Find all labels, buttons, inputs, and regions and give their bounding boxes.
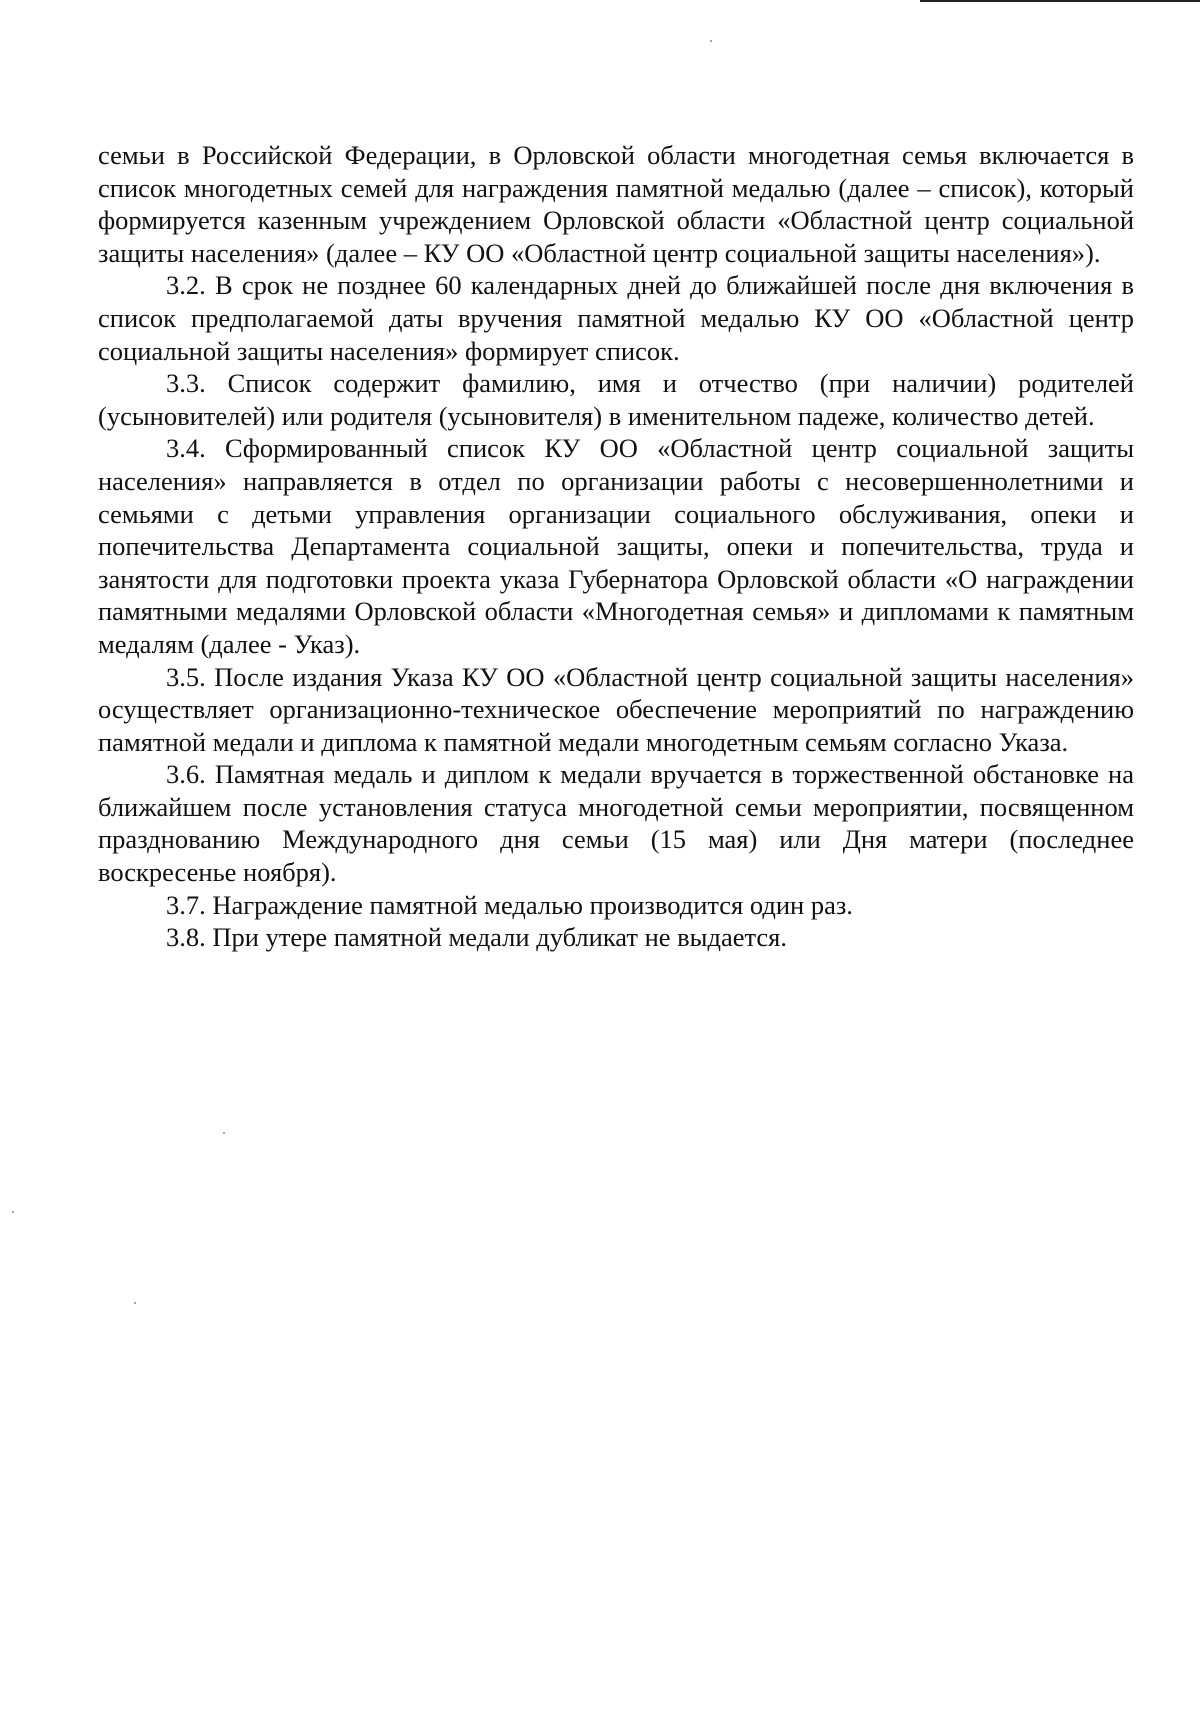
scan-speck	[223, 1132, 225, 1134]
document-body	[98, 139, 1134, 954]
paragraph-3-7: 3.7. Награждение памятной медалью производится один раз.	[166, 889, 853, 920]
paragraph-3-3: 3.3. Список содержит фамилию, имя и отчество (при наличии) родителей (усыновителей) или родителя (усыновителя) в именительном падеже, количество детей.	[98, 368, 1134, 431]
paragraph-3-6: 3.6. Памятная медаль и диплом к медали вручается в торжественной обстановке на ближайшем после установления статуса многодетной семьи мероприятии, посвященном празднованию Международного дня семьи (15 мая) или Дня матери (последнее воскресенье ноября).	[98, 759, 1134, 888]
paragraph-continuation: семьи в Российской Федерации, в Орловской области многодетная семья включается в список многодетных семей для награждения памятной медалью (далее – список), который формируется казенным учреждением Орловской области «Областной центр социальной защиты населения» (далее – КУ ОО «Областной центр социальной защиты населения»).	[98, 140, 1134, 268]
top-edge-rule	[920, 0, 1200, 2]
paragraph-3-2: 3.2. В срок не позднее 60 календарных дней до ближайшей после дня включения в список предполагаемой даты вручения памятной медалью КУ ОО «Областной центр социальной защиты населения» формирует список.	[98, 270, 1134, 366]
paragraph-3-5: 3.5. После издания Указа КУ ОО «Областной центр социальной защиты населения» осуществляет организационно-техническое обеспечение мероприятий по награждению памятной медали и диплома к памятной медали многодетным семьям согласно Указа.	[98, 661, 1134, 757]
scan-speck	[134, 1302, 136, 1304]
paragraph-3-4: 3.4. Сформированный список КУ ОО «Областной центр социальной защиты населения» направляется в отдел по организации работы с несовершеннолетними и семьями с детьми управления организации социального обслуживания, опеки и попечительства Департамента социальной защиты, опеки и попечительства, труда и занятости для подготовки проекта указа Губернатора Орловской области «О награждении памятными медалями Орловской области «Многодетная семья» и дипломами к памятным медалям (далее - Указ).	[98, 433, 1134, 659]
paragraph-3-8: 3.8. При утере памятной медали дубликат не выдается.	[166, 922, 787, 953]
scan-speck	[12, 1211, 14, 1213]
scan-speck	[710, 40, 712, 42]
